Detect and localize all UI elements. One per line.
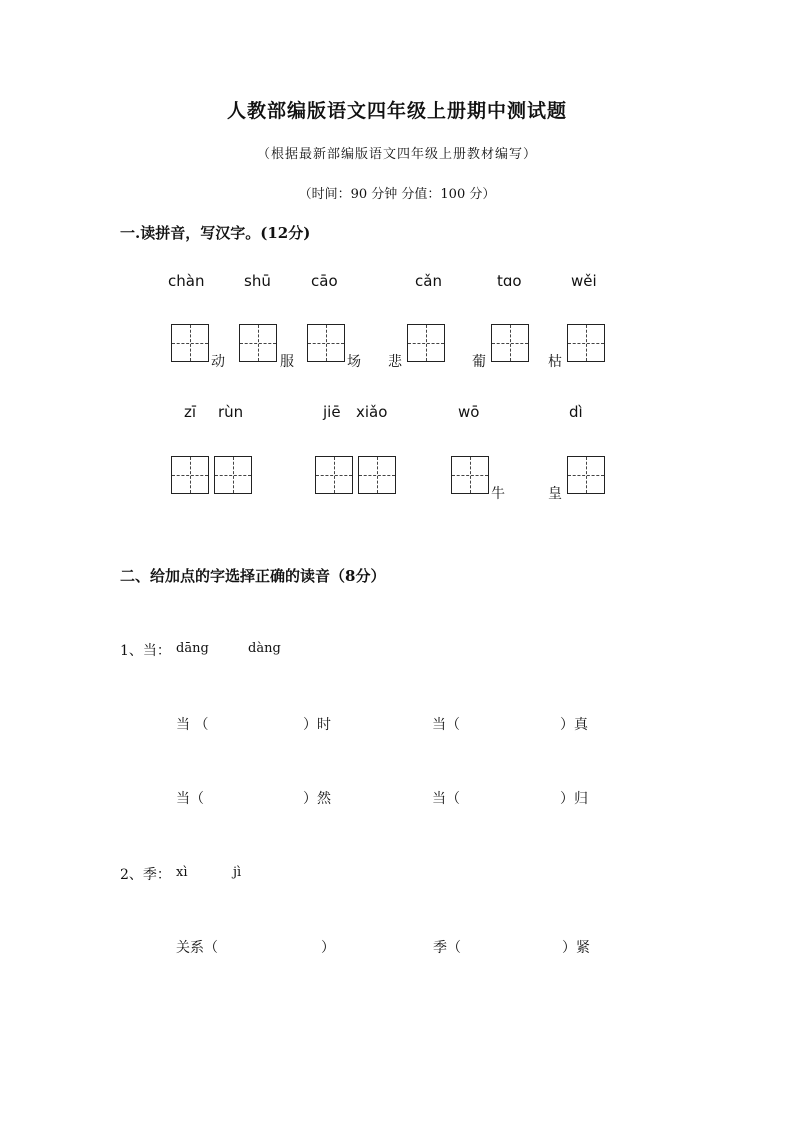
answer-item-after: ）时 — [303, 717, 331, 733]
writing-grid-box[interactable] — [239, 324, 277, 362]
pinyin-label: chàn — [168, 272, 205, 290]
pinyin-label: zī — [184, 403, 197, 421]
writing-grid-box[interactable] — [171, 324, 209, 362]
pinyin-label: shū — [244, 272, 271, 290]
pinyin-label: tɑo — [497, 272, 522, 290]
writing-grid-box[interactable] — [491, 324, 529, 362]
pinyin-label: cǎn — [415, 272, 442, 290]
answer-blank[interactable] — [224, 935, 320, 957]
given-character: 葡 — [472, 354, 486, 370]
writing-grid-box[interactable] — [407, 324, 445, 362]
answer-blank[interactable] — [210, 786, 300, 808]
answer-item-before: 当（ — [432, 717, 460, 733]
section-2-heading: 二、给加点的字选择正确的读音（8分） — [120, 567, 386, 585]
answer-item-after: ）紧 — [562, 940, 590, 956]
pinyin-label: wěi — [571, 272, 597, 290]
given-character: 皇 — [548, 486, 562, 502]
writing-grid-box[interactable] — [567, 324, 605, 362]
answer-item-before: 关系（ — [176, 940, 218, 956]
pinyin-option: jì — [233, 865, 242, 880]
pinyin-label: wō — [458, 403, 480, 421]
given-character: 动 — [211, 354, 225, 370]
pinyin-label: dì — [569, 403, 583, 421]
exam-time-info: （时间：90 分钟 分值：100 分） — [298, 187, 496, 202]
writing-grid-box[interactable] — [307, 324, 345, 362]
answer-item-after: ） — [321, 940, 335, 956]
given-character: 服 — [280, 354, 294, 370]
writing-grid-box[interactable] — [214, 456, 252, 494]
page-title: 人教部编版语文四年级上册期中测试题 — [226, 100, 567, 122]
pinyin-option: dàng — [248, 641, 281, 656]
pinyin-label: cāo — [311, 272, 338, 290]
writing-grid-box[interactable] — [567, 456, 605, 494]
pinyin-option: xì — [176, 865, 188, 880]
answer-blank[interactable] — [466, 935, 558, 957]
pinyin-label: jiē — [323, 403, 341, 421]
question-2-label: 2、季： — [120, 867, 171, 883]
pinyin-label: xiǎo — [356, 403, 388, 421]
writing-grid-box[interactable] — [451, 456, 489, 494]
given-character: 悲 — [388, 354, 402, 370]
answer-blank[interactable] — [466, 712, 556, 734]
answer-item-before: 当 （ — [176, 717, 209, 733]
answer-item-before: 当（ — [432, 791, 460, 807]
writing-grid-box[interactable] — [171, 456, 209, 494]
answer-item-after: ）归 — [560, 791, 588, 807]
answer-item-after: ）真 — [560, 717, 588, 733]
answer-item-after: ）然 — [303, 791, 331, 807]
given-character: 牛 — [491, 486, 505, 502]
answer-blank[interactable] — [466, 786, 556, 808]
pinyin-label: rùn — [218, 403, 244, 421]
answer-item-before: 季（ — [433, 940, 461, 956]
writing-grid-box[interactable] — [315, 456, 353, 494]
question-1-label: 1、当： — [120, 643, 171, 659]
answer-item-before: 当（ — [176, 791, 204, 807]
given-character: 枯 — [548, 354, 562, 370]
given-character: 场 — [347, 354, 361, 370]
answer-blank[interactable] — [222, 712, 300, 734]
section-1-heading: 一.读拼音，写汉字。(12分) — [120, 224, 311, 242]
writing-grid-box[interactable] — [358, 456, 396, 494]
pinyin-option: dāng — [176, 641, 209, 656]
page-subtitle: （根据最新部编版语文四年级上册教材编写） — [256, 147, 537, 162]
